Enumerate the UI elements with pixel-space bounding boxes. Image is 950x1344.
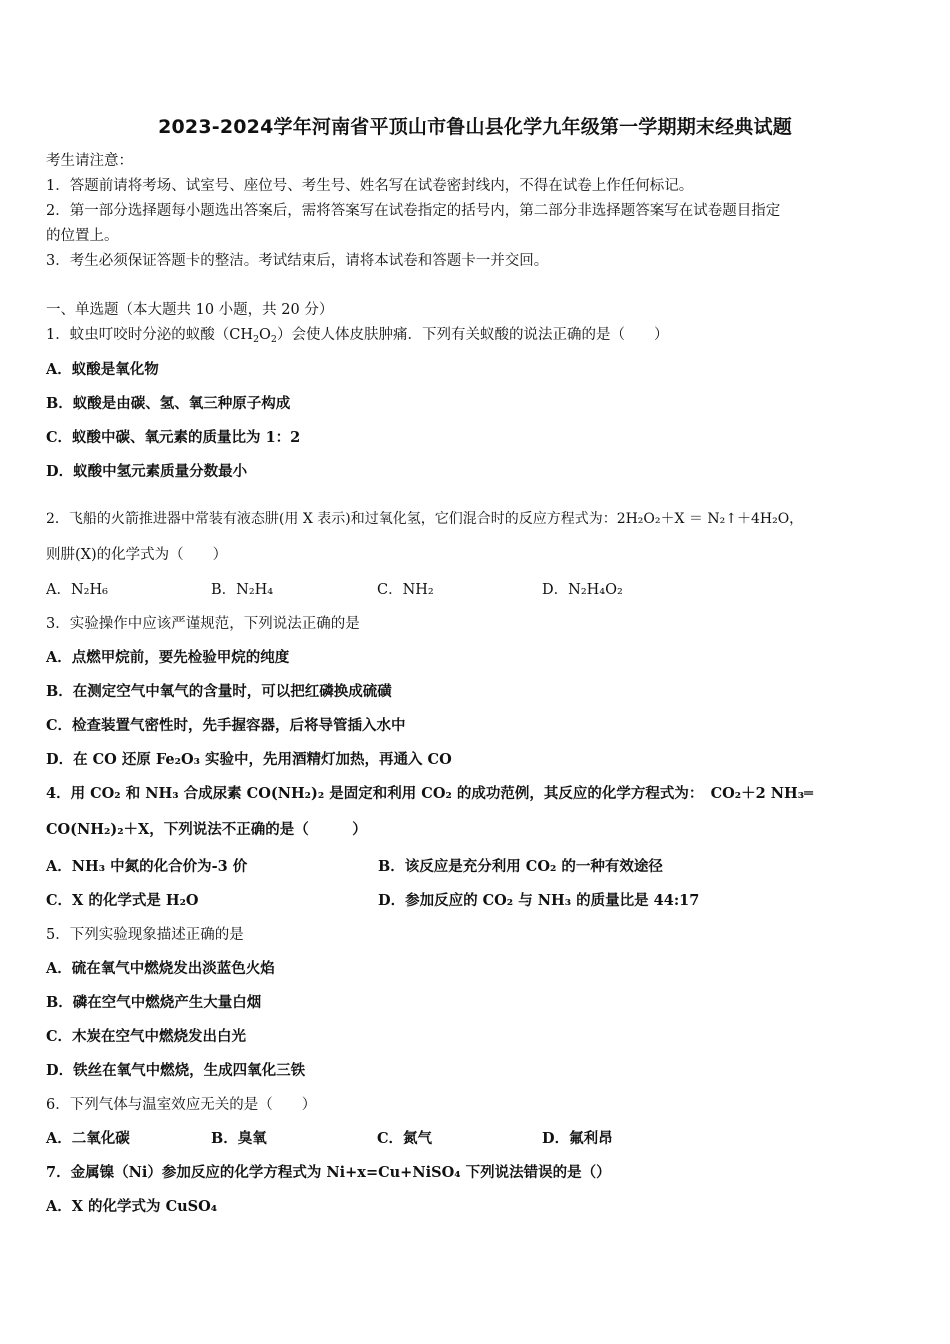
question-6-option-c: C．氮气	[377, 1130, 433, 1147]
notice-item-3: 3．考生必须保证答题卡的整洁。考试结束后，请将本试卷和答题卡一并交回。	[46, 253, 549, 269]
question-4-stem-2: CO(NH₂)₂＋X，下列说法不正确的是（ ）	[46, 821, 367, 838]
question-2-option-d: D．N₂H₄O₂	[542, 582, 623, 598]
question-6-stem: 6．下列气体与温室效应无关的是（ ）	[46, 1097, 317, 1113]
q1-subscript: 2	[252, 334, 260, 345]
page-title: 2023-2024学年河南省平顶山市鲁山县化学九年级第一学期期末经典试题	[158, 116, 792, 138]
question-5-option-c: C．木炭在空气中燃烧发出白光	[46, 1028, 247, 1045]
question-3-option-b: B．在测定空气中氧气的含量时，可以把红磷换成硫磺	[46, 683, 392, 700]
section-heading: 一、单选题（本大题共 10 小题，共 20 分）	[46, 302, 334, 318]
question-4-option-d: D．参加反应的 CO₂ 与 NH₃ 的质量比是 44:17	[378, 892, 700, 909]
question-1-option-b: B．蚁酸是由碳、氢、氧三种原子构成	[46, 395, 291, 412]
notice-heading: 考生请注意：	[46, 153, 133, 169]
question-4-option-c: C．X 的化学式是 H₂O	[46, 892, 199, 909]
q1-stem-part: O	[259, 327, 271, 343]
question-2-option-a: A．N₂H₆	[46, 582, 108, 598]
question-3-option-c: C．检查装置气密性时，先手握容器，后将导管插入水中	[46, 717, 406, 734]
question-6-option-b: B．臭氧	[211, 1130, 267, 1147]
q1-stem-part: ）会使人体皮肤肿痛．下列有关蚁酸的说法正确的是（ ）	[276, 327, 669, 343]
question-2-stem-2: 则肼(X)的化学式为（ ）	[46, 547, 228, 563]
question-2-stem-1: 2．飞船的火箭推进器中常装有液态肼(用 X 表示)和过氧化氢，它们混合时的反应方程式为：2H₂O₂＋X ＝ N₂↑＋4H₂O，	[46, 511, 804, 527]
question-1-stem	[46, 325, 906, 345]
question-7-stem: 7．金属镍（Ni）参加反应的化学方程式为 Ni+x=Cu+NiSO₄ 下列说法错误的是（）	[46, 1164, 611, 1181]
question-2-option-c: C．NH₂	[377, 582, 434, 598]
question-6-option-a: A．二氧化碳	[46, 1130, 130, 1147]
question-3-stem: 3．实验操作中应该严谨规范，下列说法正确的是	[46, 616, 360, 632]
question-5-option-b: B．磷在空气中燃烧产生大量白烟	[46, 994, 262, 1011]
question-5-option-d: D．铁丝在氧气中燃烧，生成四氧化三铁	[46, 1062, 306, 1079]
question-4-option-b: B．该反应是充分利用 CO₂ 的一种有效途径	[378, 858, 663, 875]
question-1-option-c: C．蚁酸中碳、氧元素的质量比为 1：2	[46, 429, 301, 446]
question-1-option-d: D．蚁酸中氢元素质量分数最小	[46, 463, 248, 480]
question-1-option-a: A．蚁酸是氧化物	[46, 361, 159, 378]
notice-item-2a: 2．第一部分选择题每小题选出答案后，需将答案写在试卷指定的括号内，第二部分非选择题答案写在试卷题目指定	[46, 203, 781, 219]
q1-subscript: 2	[270, 334, 277, 345]
notice-item-2b: 的位置上。	[46, 228, 119, 244]
question-5-stem: 5．下列实验现象描述正确的是	[46, 927, 244, 943]
q1-stem-part: 1．蚊虫叮咬时分泌的蚁酸（CH	[46, 327, 253, 343]
question-3-option-a: A．点燃甲烷前，要先检验甲烷的纯度	[46, 649, 290, 666]
question-4-option-a: A．NH₃ 中氮的化合价为-3 价	[46, 858, 248, 875]
notice-item-1: 1．答题前请将考场、试室号、座位号、考生号、姓名写在试卷密封线内，不得在试卷上作任何标记。	[46, 178, 694, 194]
question-3-option-d: D．在 CO 还原 Fe₂O₃ 实验中，先用酒精灯加热，再通入 CO	[46, 751, 452, 768]
question-6-option-d: D．氟利昂	[542, 1130, 613, 1147]
question-7-option-a: A．X 的化学式为 CuSO₄	[46, 1198, 218, 1215]
question-4-stem-1: 4．用 CO₂ 和 NH₃ 合成尿素 CO(NH₂)₂ 是固定和利用 CO₂ 的成功范例，其反应的化学方程式为： CO₂＋2 NH₃═	[46, 785, 813, 802]
question-5-option-a: A．硫在氧气中燃烧发出淡蓝色火焰	[46, 960, 275, 977]
question-2-option-b: B．N₂H₄	[211, 582, 274, 598]
